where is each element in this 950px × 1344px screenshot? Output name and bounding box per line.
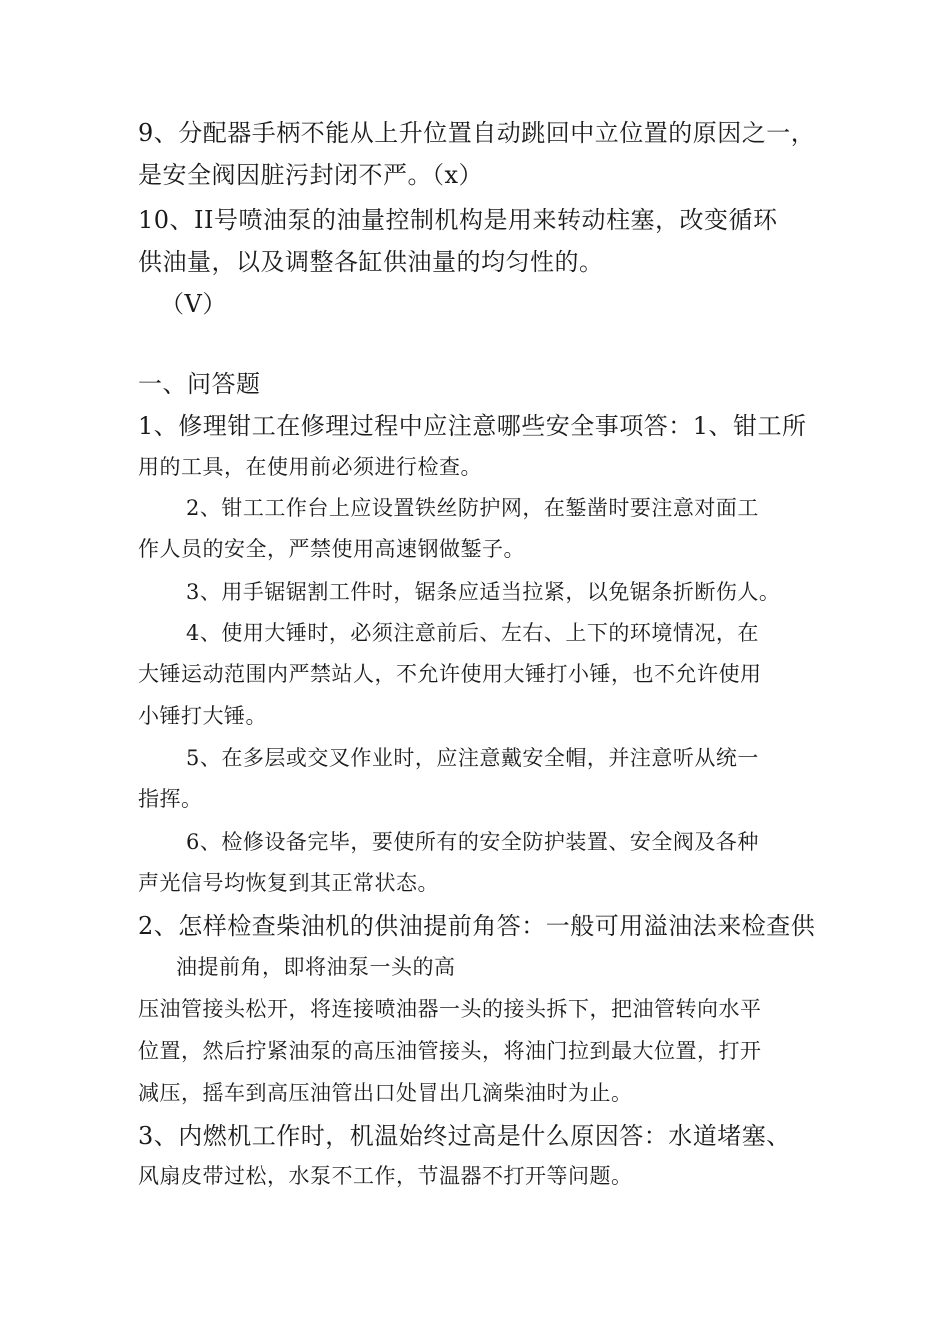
q1-item-5-line-2: 指挥。 <box>138 787 203 811</box>
q1-item-4-line-1: 4、使用大锤时，必须注意前后、左右、上下的环境情况，在 <box>186 621 759 645</box>
q1-line-1: 1、修理钳工在修理过程中应注意哪些安全事项答：1、钳工所 <box>138 412 807 440</box>
q2-line-5: 减压，摇车到高压油管出口处冒出几滴柴油时为止。 <box>138 1081 633 1105</box>
q3-line-2: 风扇皮带过松，水泵不工作，节温器不打开等问题。 <box>138 1164 633 1188</box>
q10-answer: （V） <box>160 290 227 318</box>
q1-item-6-line-2: 声光信号均恢复到其正常状态。 <box>138 871 439 895</box>
q2-line-1: 2、怎样检查柴油机的供油提前角答：一般可用溢油法来检查供 <box>138 912 816 940</box>
q1-item-5-line-1: 5、在多层或交叉作业时，应注意戴安全帽，并注意听从统一 <box>186 746 759 770</box>
q1-item-2-line-2: 作人员的安全，严禁使用高速钢做錾子。 <box>138 537 525 561</box>
q1-line-2: 用的工具，在使用前必须进行检查。 <box>138 455 482 479</box>
q10-line-1: 10、II号喷油泵的油量控制机构是用来转动柱塞，改变循环 <box>138 206 778 234</box>
q1-item-3-line-1: 3、用手锯锯割工件时，锯条应适当拉紧，以免锯条折断伤人。 <box>186 580 781 604</box>
q10-line-2: 供油量，以及调整各缸供油量的均匀性的。 <box>138 248 604 276</box>
q2-line-2: 油提前角，即将油泵一头的高 <box>176 955 456 979</box>
q2-line-4: 位置，然后拧紧油泵的高压油管接头，将油门拉到最大位置，打开 <box>138 1039 762 1063</box>
q9-line-1: 9、分配器手柄不能从上升位置自动跳回中立位置的原因之一， <box>138 119 816 147</box>
q1-item-4-line-2: 大锤运动范围内严禁站人，不允许使用大锤打小锤，也不允许使用 <box>138 662 762 686</box>
q1-item-6-line-1: 6、检修设备完毕，要使所有的安全防护装置、安全阀及各种 <box>186 830 759 854</box>
q9-line-2: 是安全阀因脏污封闭不严。（x） <box>138 161 484 189</box>
q2-line-3: 压油管接头松开，将连接喷油器一头的接头拆下，把油管转向水平 <box>138 997 762 1021</box>
q1-item-4-line-3: 小锤打大锤。 <box>138 704 267 728</box>
q1-item-2-line-1: 2、钳工工作台上应设置铁丝防护网，在錾凿时要注意对面工 <box>186 496 759 520</box>
section-heading: 一、问答题 <box>138 370 261 398</box>
q3-line-1: 3、内燃机工作时，机温始终过高是什么原因答：水道堵塞、 <box>138 1122 791 1150</box>
